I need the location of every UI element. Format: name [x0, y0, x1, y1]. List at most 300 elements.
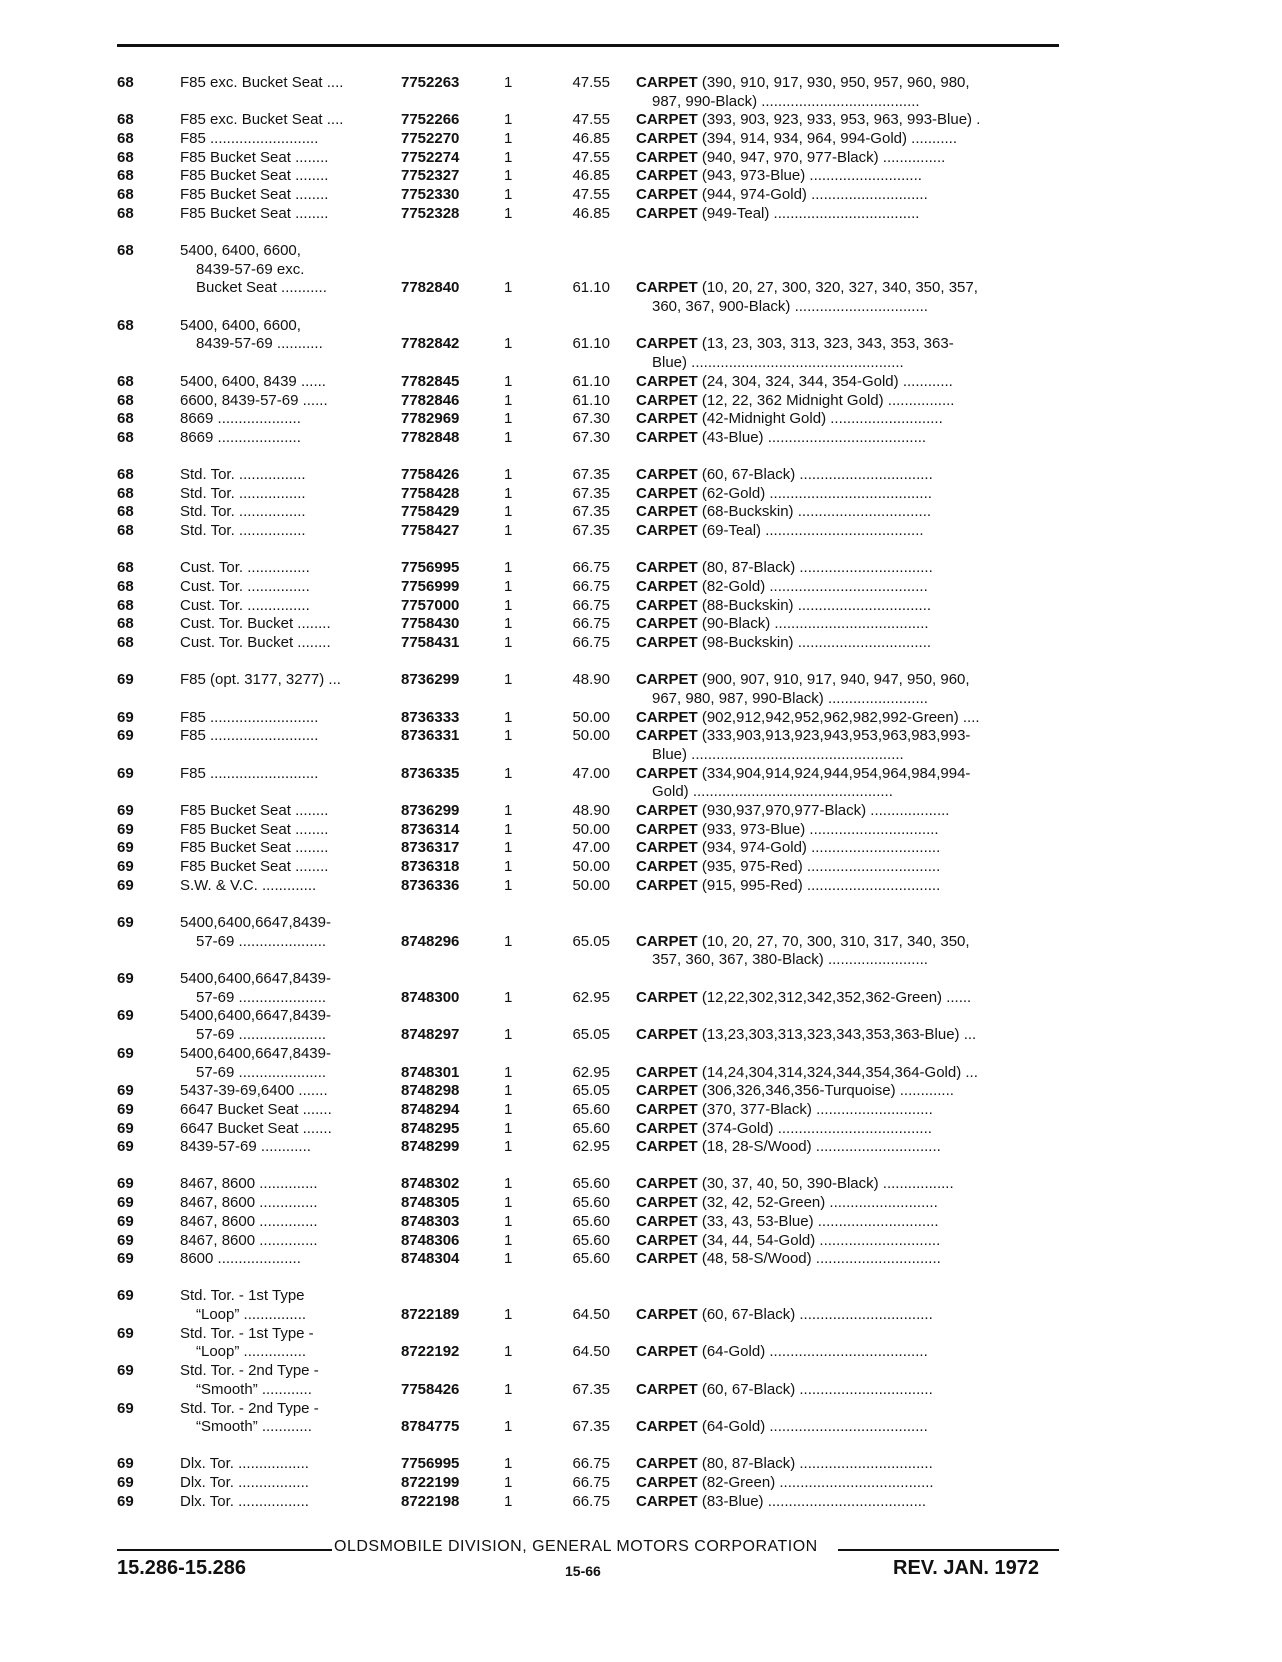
table-row: [0, 1455, 1282, 1474]
table-row: [0, 1101, 1282, 1120]
part-number: 7758430: [401, 615, 460, 633]
quantity: 1: [504, 1100, 513, 1118]
part-type: CARPET: [636, 634, 698, 652]
part-number: 7782969: [401, 410, 460, 428]
price: 64.50: [572, 1343, 610, 1361]
model-description: Std. Tor. ................: [180, 484, 306, 502]
part-description-cont: 967, 980, 987, 990-Black) ........................: [652, 689, 928, 707]
part-type: CARPET: [636, 428, 698, 446]
part-description: [636, 167, 1060, 186]
part-description: [636, 839, 1060, 858]
model-year: 68: [117, 204, 134, 222]
part-number: 7782845: [401, 372, 460, 390]
price: 65.60: [572, 1250, 610, 1268]
quantity: 1: [504, 802, 513, 820]
table-row: [0, 858, 1282, 877]
table-row: [0, 578, 1282, 597]
price: 47.55: [572, 74, 610, 91]
part-type: CARPET: [636, 167, 698, 185]
model-year: 68: [117, 111, 134, 129]
table-row: [0, 130, 1282, 149]
footer-corporation: OLDSMOBILE DIVISION, GENERAL MOTORS CORPORATION: [334, 1538, 818, 1555]
footer-rule-right: [838, 1549, 1059, 1551]
table-row: [0, 186, 1282, 205]
part-type: CARPET: [636, 727, 698, 745]
price: 61.10: [572, 335, 610, 353]
model-year: 69: [117, 1194, 134, 1212]
color-codes: (306,326,346,356-Turquoise) .............: [701, 1082, 954, 1100]
model-description-cont: “Smooth” ............: [196, 1418, 312, 1436]
table-row: [0, 74, 1282, 93]
price: 46.85: [572, 130, 610, 148]
table-row: [0, 1045, 1282, 1064]
model-year: 69: [117, 1399, 134, 1417]
part-number: 8736333: [401, 708, 460, 726]
table-row: [0, 1343, 1282, 1362]
part-description: [636, 578, 1060, 597]
quantity: 1: [504, 1026, 513, 1044]
model-year: 68: [117, 596, 134, 614]
price: 46.85: [572, 167, 610, 185]
quantity: 1: [504, 484, 513, 502]
color-codes: (944, 974-Gold) ............................: [701, 186, 928, 204]
quantity: 1: [504, 876, 513, 894]
model-description: Std. Tor. - 1st Type: [180, 1287, 305, 1305]
part-number: 8748301: [401, 1063, 460, 1081]
color-codes: (374-Gold) .....................................: [701, 1119, 932, 1137]
color-codes: (902,912,942,952,962,982,992-Green) ....: [701, 708, 980, 726]
model-description-cont: 8439-57-69 exc.: [196, 260, 305, 278]
table-row: [0, 410, 1282, 429]
part-type: CARPET: [636, 820, 698, 838]
table-row: [0, 1493, 1282, 1512]
model-description: Std. Tor. - 1st Type -: [180, 1324, 314, 1342]
model-description: Std. Tor. - 2nd Type -: [180, 1399, 319, 1417]
price: 66.75: [572, 1492, 610, 1510]
row-spacer: [0, 653, 1282, 672]
quantity: 1: [504, 839, 513, 857]
color-codes: (42-Midnight Gold) ...........................: [701, 410, 943, 428]
model-description: 8669 ....................: [180, 410, 301, 428]
part-description: [636, 1455, 1060, 1474]
color-codes: (393, 903, 923, 933, 953, 963, 993-Blue) .: [701, 111, 981, 129]
part-type: CARPET: [636, 1119, 698, 1137]
price: 47.00: [572, 839, 610, 857]
part-number: 7752263: [401, 74, 460, 91]
model-description: Std. Tor. ................: [180, 503, 306, 521]
model-year: 68: [117, 428, 134, 446]
price: 62.95: [572, 988, 610, 1006]
color-codes: (88-Buckskin) ................................: [701, 596, 932, 614]
part-description: [636, 597, 1060, 616]
table-row: [0, 727, 1282, 746]
price: 47.55: [572, 111, 610, 129]
model-year: 68: [117, 148, 134, 166]
table-row: [0, 373, 1282, 392]
model-description: 5400,6400,6647,8439-: [180, 1044, 331, 1062]
table-row: [0, 1175, 1282, 1194]
quantity: 1: [504, 1418, 513, 1436]
price: 66.75: [572, 1455, 610, 1473]
part-description: [636, 466, 1060, 485]
model-description: Std. Tor. - 2nd Type -: [180, 1362, 319, 1380]
part-description: [636, 485, 1060, 504]
table-row: [0, 1007, 1282, 1026]
model-year: 69: [117, 1231, 134, 1249]
model-description: 5437-39-69,6400 .......: [180, 1082, 328, 1100]
part-description: [636, 74, 1060, 93]
table-row: [0, 466, 1282, 485]
model-year: 69: [117, 876, 134, 894]
part-type: CARPET: [636, 130, 698, 148]
part-description: [636, 335, 1060, 354]
color-codes: (30, 37, 40, 50, 390-Black) .................: [701, 1175, 954, 1193]
table-row: [0, 671, 1282, 690]
table-row: [0, 298, 1282, 317]
table-row: [0, 877, 1282, 896]
table-row: [0, 279, 1282, 298]
part-description: [636, 559, 1060, 578]
part-number: 8736314: [401, 820, 460, 838]
part-type: CARPET: [636, 1492, 698, 1510]
color-codes: (943, 973-Blue) ...........................: [701, 167, 922, 185]
part-description: [636, 1175, 1060, 1194]
model-description: Cust. Tor. Bucket ........: [180, 634, 331, 652]
part-number: 7756995: [401, 1455, 460, 1473]
part-number: 7752274: [401, 148, 460, 166]
price: 65.60: [572, 1212, 610, 1230]
part-number: 7752327: [401, 167, 460, 185]
quantity: 1: [504, 410, 513, 428]
color-codes: (82-Gold) ......................................: [701, 578, 928, 595]
model-description-cont: “Smooth” ............: [196, 1380, 312, 1398]
part-type: CARPET: [636, 503, 698, 521]
model-year: 69: [117, 1100, 134, 1118]
table-row: [0, 93, 1282, 112]
quantity: 1: [504, 764, 513, 782]
part-number: 7752330: [401, 186, 460, 204]
model-description: 8669 ....................: [180, 428, 301, 446]
color-codes: (60, 67-Black) ................................: [701, 1380, 933, 1398]
part-number: 7758431: [401, 634, 460, 652]
quantity: 1: [504, 335, 513, 353]
part-number: 8748306: [401, 1231, 460, 1249]
model-year: 68: [117, 615, 134, 633]
table-row: [0, 354, 1282, 373]
table-row: [0, 1026, 1282, 1045]
part-description: [636, 671, 1060, 690]
part-description: [636, 1381, 1060, 1400]
part-description: [636, 709, 1060, 728]
color-codes: (333,903,913,923,943,953,963,983,993-: [701, 727, 971, 745]
table-row: [0, 1400, 1282, 1419]
row-spacer: [0, 1157, 1282, 1176]
price: 66.75: [572, 615, 610, 633]
price: 67.35: [572, 503, 610, 521]
part-description: [636, 1418, 1060, 1437]
color-codes: (390, 910, 917, 930, 950, 957, 960, 980,: [701, 74, 970, 91]
model-year: 69: [117, 1492, 134, 1510]
model-year: 68: [117, 522, 134, 540]
part-description: [636, 1250, 1060, 1269]
model-description: Std. Tor. ................: [180, 466, 306, 484]
price: 50.00: [572, 820, 610, 838]
quantity: 1: [504, 1474, 513, 1492]
model-description: 8439-57-69 ............: [180, 1138, 311, 1156]
table-row: [0, 970, 1282, 989]
table-row: [0, 1232, 1282, 1251]
row-spacer: [0, 896, 1282, 915]
model-year: 69: [117, 1250, 134, 1268]
color-codes: (12, 22, 362 Midnight Gold) ................: [701, 391, 955, 409]
model-description: 5400, 6400, 6600,: [180, 242, 301, 259]
model-year: 68: [117, 167, 134, 185]
quantity: 1: [504, 1250, 513, 1268]
color-codes: (33, 43, 53-Blue) .............................: [701, 1212, 939, 1230]
part-type: CARPET: [636, 1306, 698, 1324]
table-row: [0, 1474, 1282, 1493]
quantity: 1: [504, 111, 513, 129]
model-description: 6647 Bucket Seat .......: [180, 1100, 332, 1118]
model-description: F85 exc. Bucket Seat ....: [180, 74, 344, 91]
part-description: [636, 1026, 1060, 1045]
color-codes: (949-Teal) ...................................: [701, 204, 920, 222]
part-number: 7752328: [401, 204, 460, 222]
price: 65.60: [572, 1100, 610, 1118]
price: 50.00: [572, 727, 610, 745]
part-type: CARPET: [636, 111, 698, 129]
part-number: 7782842: [401, 335, 460, 353]
part-number: 8736336: [401, 876, 460, 894]
color-codes: (18, 28-S/Wood) ..............................: [701, 1138, 941, 1156]
part-number: 8722189: [401, 1306, 460, 1324]
color-codes: (80, 87-Black) ................................: [701, 1455, 933, 1473]
price: 50.00: [572, 858, 610, 876]
quantity: 1: [504, 503, 513, 521]
quantity: 1: [504, 167, 513, 185]
part-description: [636, 149, 1060, 168]
part-description: [636, 1138, 1060, 1157]
table-row: [0, 1381, 1282, 1400]
table-row: [0, 1120, 1282, 1139]
price: 67.35: [572, 1418, 610, 1436]
part-number: 8722199: [401, 1474, 460, 1492]
table-row: [0, 1064, 1282, 1083]
part-type: CARPET: [636, 988, 698, 1006]
quantity: 1: [504, 1306, 513, 1324]
part-number: 8736299: [401, 802, 460, 820]
table-row: [0, 559, 1282, 578]
quantity: 1: [504, 634, 513, 652]
part-type: CARPET: [636, 596, 698, 614]
part-type: CARPET: [636, 204, 698, 222]
model-description: Dlx. Tor. .................: [180, 1492, 309, 1510]
quantity: 1: [504, 1455, 513, 1473]
part-description: [636, 1493, 1060, 1512]
part-description: [636, 373, 1060, 392]
model-description: 5400,6400,6647,8439-: [180, 970, 331, 988]
table-row: [0, 933, 1282, 952]
model-year: 69: [117, 727, 134, 745]
model-year: 69: [117, 1474, 134, 1492]
part-description-cont: 357, 360, 367, 380-Black) ........................: [652, 951, 928, 969]
price: 65.05: [572, 1082, 610, 1100]
table-row: [0, 1287, 1282, 1306]
model-description: Cust. Tor. ...............: [180, 596, 310, 614]
part-description: [636, 933, 1060, 952]
model-description-cont: 57-69 .....................: [196, 932, 327, 950]
part-description: [636, 130, 1060, 149]
model-year: 68: [117, 503, 134, 521]
part-type: CARPET: [636, 466, 698, 484]
model-year: 69: [117, 1455, 134, 1473]
row-spacer: [0, 1437, 1282, 1456]
model-description: F85 Bucket Seat ........: [180, 186, 329, 204]
table-row: [0, 914, 1282, 933]
row-spacer: [0, 541, 1282, 560]
color-codes: (394, 914, 934, 964, 994-Gold) ...........: [701, 130, 957, 148]
table-row: [0, 802, 1282, 821]
model-description: 8467, 8600 ..............: [180, 1175, 318, 1193]
part-description: [636, 1120, 1060, 1139]
model-year: 69: [117, 1362, 134, 1380]
color-codes: (13, 23, 303, 313, 323, 343, 353, 363-: [701, 335, 954, 353]
model-description: F85 Bucket Seat ........: [180, 820, 329, 838]
part-type: CARPET: [636, 279, 698, 297]
quantity: 1: [504, 615, 513, 633]
table-row: [0, 242, 1282, 261]
part-number: 7756995: [401, 559, 460, 577]
part-description: [636, 522, 1060, 541]
part-type: CARPET: [636, 148, 698, 166]
part-number: 7758427: [401, 522, 460, 540]
quantity: 1: [504, 522, 513, 540]
part-type: CARPET: [636, 484, 698, 502]
model-description: Std. Tor. ................: [180, 522, 306, 540]
part-number: 7752266: [401, 111, 460, 129]
price: 67.35: [572, 484, 610, 502]
table-row: [0, 1213, 1282, 1232]
quantity: 1: [504, 204, 513, 222]
quantity: 1: [504, 1492, 513, 1510]
part-number: 7782846: [401, 391, 460, 409]
model-year: 69: [117, 802, 134, 820]
model-year: 68: [117, 242, 134, 259]
model-description: F85 ..........................: [180, 130, 319, 148]
part-description: [636, 1232, 1060, 1251]
part-number: 8748302: [401, 1175, 460, 1193]
part-description: [636, 727, 1060, 746]
part-description: [636, 858, 1060, 877]
part-description-cont: Gold) ................................................: [652, 783, 893, 801]
part-description: [636, 634, 1060, 653]
price: 61.10: [572, 279, 610, 297]
part-type: CARPET: [636, 1343, 698, 1361]
row-spacer: [0, 1269, 1282, 1288]
model-description: 5400, 6400, 6600,: [180, 316, 301, 334]
model-year: 69: [117, 1287, 134, 1305]
table-row: [0, 634, 1282, 653]
color-codes: (935, 975-Red) ................................: [701, 858, 941, 876]
quantity: 1: [504, 130, 513, 148]
quantity: 1: [504, 671, 513, 689]
table-row: [0, 839, 1282, 858]
price: 50.00: [572, 876, 610, 894]
part-description: [636, 205, 1060, 224]
quantity: 1: [504, 1119, 513, 1137]
model-description: 8600 ....................: [180, 1250, 301, 1268]
quantity: 1: [504, 1082, 513, 1100]
price: 64.50: [572, 1306, 610, 1324]
part-description: [636, 186, 1060, 205]
row-spacer: [0, 224, 1282, 243]
table-row: [0, 485, 1282, 504]
color-codes: (12,22,302,312,342,352,362-Green) ......: [701, 988, 972, 1006]
quantity: 1: [504, 74, 513, 91]
model-year: 69: [117, 671, 134, 689]
part-type: CARPET: [636, 1175, 698, 1193]
color-codes: (900, 907, 910, 917, 940, 947, 950, 960,: [701, 671, 970, 689]
part-type: CARPET: [636, 802, 698, 820]
model-year: 69: [117, 1138, 134, 1156]
part-number: 8748295: [401, 1119, 460, 1137]
color-codes: (32, 42, 52-Green) ..........................: [701, 1194, 938, 1212]
color-codes: (43-Blue) ......................................: [701, 428, 927, 446]
part-description: [636, 429, 1060, 448]
table-row: [0, 989, 1282, 1008]
price: 47.55: [572, 186, 610, 204]
model-year: 69: [117, 1175, 134, 1193]
part-type: CARPET: [636, 559, 698, 577]
table-row: [0, 690, 1282, 709]
model-description-cont: 57-69 .....................: [196, 1063, 327, 1081]
table-row: [0, 783, 1282, 802]
table-row: [0, 709, 1282, 728]
part-type: CARPET: [636, 839, 698, 857]
color-codes: (80, 87-Black) ................................: [701, 559, 933, 577]
part-description: [636, 765, 1060, 784]
part-type: CARPET: [636, 1474, 698, 1492]
part-description: [636, 615, 1060, 634]
price: 65.60: [572, 1194, 610, 1212]
model-description: F85 ..........................: [180, 727, 319, 745]
color-codes: (69-Teal) ......................................: [701, 522, 924, 540]
table-row: [0, 429, 1282, 448]
table-row: [0, 167, 1282, 186]
part-description: [636, 1064, 1060, 1083]
model-description: F85 Bucket Seat ........: [180, 204, 329, 222]
color-codes: (83-Blue) ......................................: [701, 1492, 927, 1510]
model-year: 68: [117, 316, 134, 334]
price: 66.75: [572, 559, 610, 577]
model-year: 69: [117, 970, 134, 988]
price: 50.00: [572, 708, 610, 726]
model-description: F85 (opt. 3177, 3277) ...: [180, 671, 341, 689]
model-description: F85 Bucket Seat ........: [180, 148, 329, 166]
model-year: 69: [117, 820, 134, 838]
price: 67.35: [572, 466, 610, 484]
color-codes: (48, 58-S/Wood) ..............................: [701, 1250, 941, 1268]
model-description: Cust. Tor. Bucket ........: [180, 615, 331, 633]
part-type: CARPET: [636, 1380, 698, 1398]
quantity: 1: [504, 596, 513, 614]
part-type: CARPET: [636, 932, 698, 950]
table-row: [0, 392, 1282, 411]
part-description: [636, 1082, 1060, 1101]
model-description: Dlx. Tor. .................: [180, 1455, 309, 1473]
color-codes: (10, 20, 27, 70, 300, 310, 317, 340, 350,: [701, 932, 970, 950]
part-description: [636, 1213, 1060, 1232]
